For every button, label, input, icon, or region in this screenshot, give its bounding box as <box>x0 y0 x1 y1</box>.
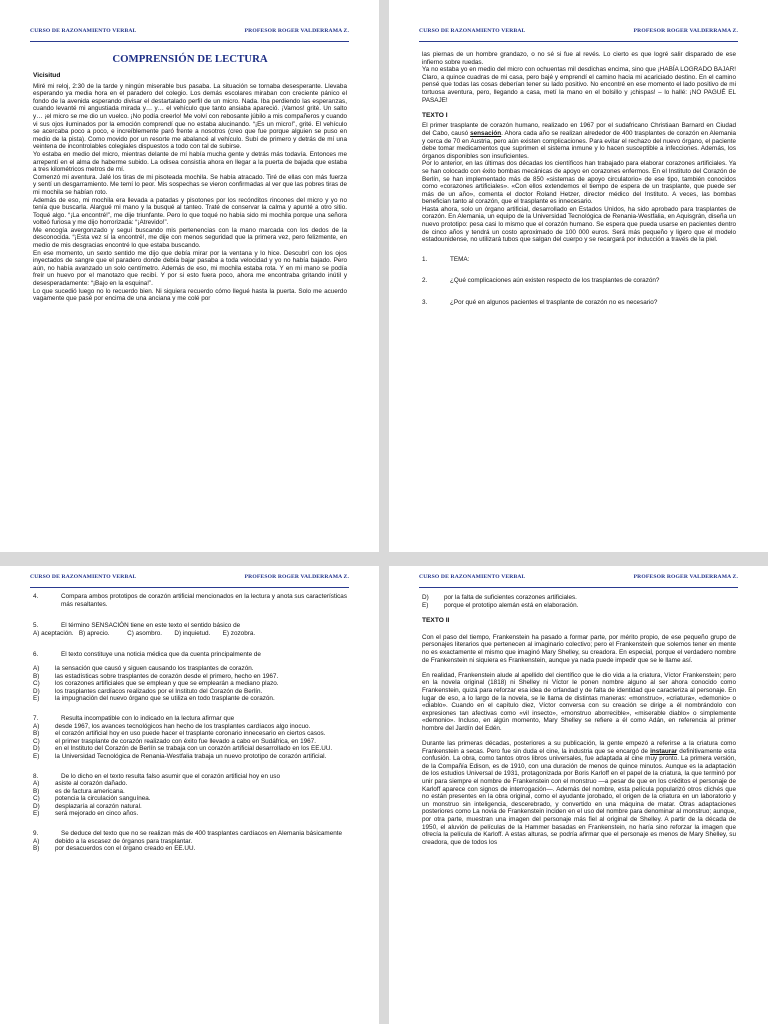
highlighted-term: instaurar <box>650 747 678 755</box>
option-text: los trasplantes cardíacos realizados por el Instituto del Corazón de Berlín. <box>55 687 263 695</box>
option-letter: C) <box>33 680 40 688</box>
highlighted-term: sensación <box>470 129 502 137</box>
question-text: El texto constituye una noticia médica que da cuenta principalmente de <box>61 651 261 659</box>
page-2 <box>389 0 768 552</box>
option-letter: D) <box>422 594 429 601</box>
question-text: Resulta incompatible con lo indicado en la lectura afirmar que <box>61 714 235 722</box>
question-text: Compara ambos prototipos de corazón artificial mencionados en la lectura y anota sus características más resaltantes. <box>61 593 347 608</box>
option-letter: B) <box>33 730 40 738</box>
answer-option[interactable] <box>33 780 347 788</box>
paragraph: Yo estaba en medio del micro, mientras delante de mí había mucha gente y detrás más todavía. Entonces me arrepentí en el alma de haberme subido. La odisea consistía ahora en llegar a la puerta de bajada que estaba a tres kilométricos metros de mí. <box>33 150 347 174</box>
header-teacher: PROFESOR ROGER VALDERRAMA Z. <box>244 574 349 580</box>
option-letter: B) <box>33 672 40 680</box>
option-letter: E) <box>422 601 429 609</box>
question-number: 8. <box>33 772 39 780</box>
answer-option[interactable] <box>33 673 347 681</box>
question <box>33 593 347 608</box>
option-letter: A) <box>33 664 40 672</box>
text-run: El primer trasplante de corazón humano, realizado en 1967 por el sudafricano Christiaan Barnard en Ciudad del Cabo, causó <box>422 122 736 137</box>
paragraph <box>422 740 736 846</box>
page-1 <box>0 0 379 552</box>
option-list <box>33 723 347 761</box>
option-letter: B) <box>33 845 40 853</box>
page-3-body <box>33 593 347 853</box>
option-list <box>33 665 347 703</box>
question <box>33 773 347 781</box>
option-text: la sensación que causó y siguen causando los trasplantes de corazón. <box>55 664 254 672</box>
question-number: 1. <box>422 255 428 263</box>
option-text: la Universidad Tecnológica de Renania-Westfalia trabaja un nuevo prototipo de corazón artificial. <box>55 752 327 760</box>
answer-option[interactable] <box>422 594 736 602</box>
option-text: en el Instituto del Corazón de Berlín se trabaja con un corazón artificial desarrollado en los EE.UU. <box>55 745 333 753</box>
header-course: CURSO DE RAZONAMIENTO VERBAL <box>30 28 137 34</box>
question <box>422 299 736 307</box>
paragraph: Ya no estaba yo en medio del micro con ochuentas mil desdichas encima, sino que ¡HABÍA LOGRADO BAJAR! Claro, a quince cuadras de mi casa, pero bajé y emprendí el camino hacia mi acariciado destino. En el camino pensé que todas las cosas deberían tener su lado positivo. No encontré en ese momento el lado positivo de mi tortuosa aventura, pero, llegando a casa, metí la mano en el bolsillo y ¡chispas! – lo hallé: ¡NO PAGUÉ EL PASAJE! <box>422 66 736 104</box>
paragraph: Hasta ahora, solo un órgano artificial, desarrollado en Estados Unidos, ha sido aprobado para trasplantes de corazón. En Alemania, un equipo de la Universidad Tecnológica de Renania-Westfalia, en Aquisgrán, diseña un nuevo prototipo: pesa casi lo mismo que el corazón humano. Se espera que pueda usarse en pacientes dentro de cinco años y tendrá un costo aproximado de 100 000 euros. Será más pequeño y ligero que el modelo estadounidense, no utilizará tubos que salgan del cuerpo y se recargará por inducción a través de la piel. <box>422 205 736 244</box>
option-letter: D) <box>33 802 40 810</box>
option-text: será mejorado en cinco años. <box>55 810 139 818</box>
option-text: debido a la escasez de órganos para trasplantar. <box>55 837 193 845</box>
option-text: es de factura americana. <box>55 787 125 795</box>
question-text: ¿Qué complicaciones aún existen respecto de los trasplantes de corazón? <box>450 277 660 285</box>
paragraph: Miré mi reloj, 2:30 de la tarde y ningún miserable bus pasaba. La situación se tornaba desesperante. Llevaba esperando ya media hora en el paradero del colegio. Los demás escolares miraban con creciente pánico el fondo de la avenida esperando divisar el destartalado perfil de un micro. Nada. Iba perdiendo las esperanzas, cuando levanté mi angustiada mirada y… y… el vehículo que tanto ansiaba apareció. ¡Vamos! grité. Un salto y… ¡el micro se me dio un vuelco. ¡No podía creerlo! Me volví con rebosante júbilo a mis compañeros y cuando vi sus ojos iluminados por la emoción comprendí que no estaba alucinando. “¡Es un micro!”, grité. El vehículo se acercaba poco a poco, e increíblemente paró frente a nosotros (creo que fue porque alguien se puso en medio de la pista). Como movido por un resorte me abalancé al vehículo. Subí de primero y detrás de mí una veintena de incontrolables colegiales dispuestos a todo con tal de subirse. <box>33 82 347 151</box>
answer-option[interactable] <box>33 845 347 853</box>
page-1-body <box>33 50 347 303</box>
option-list <box>422 594 736 609</box>
header-course: CURSO DE RAZONAMIENTO VERBAL <box>419 574 526 580</box>
option-letter: D) <box>33 687 40 695</box>
paragraph: Me encogía avergonzado y seguí buscando mis pertenencias con la mano marcada con los dedos de la desconocida. “¡Esta vez sí la encontré!, me dije con menos seguridad que la primera vez, pero felizmente, en medio de mis desgracias encontré lo que estaba buscando. <box>33 226 347 250</box>
option-text: el corazón artificial hoy en uso puede hacer el trasplante coronario innecesario en ciertos casos. <box>55 730 326 738</box>
question-number: 7. <box>33 714 39 722</box>
option-letter: A) <box>33 722 40 730</box>
paragraph: Además de eso, mi mochila era llevada a patadas y pisotones por los recónditos rincones del micro y yo no tenía que buscarla. Alargué mi mano y la busqué al tanteo. Traté de conservar la calma y apunté a otro sitio. Toqué algo. “¡La encontré!”, me dije triunfante. Pero lo que toqué no había sido mi mochila porque una señora volteó furiosa y me dijo horrorizada: “¡Atrevido!”. <box>33 196 347 227</box>
option-text: las estadísticas sobre trasplantes de corazón desde el primero, hecho en 1967. <box>55 672 279 680</box>
option-text: potencia la circulación sanguínea. <box>55 795 151 803</box>
question-number: 2. <box>422 277 428 285</box>
header-course: CURSO DE RAZONAMIENTO VERBAL <box>419 28 526 34</box>
page-4-body <box>422 594 736 846</box>
text-run: Durante las primeras décadas, posteriores a su publicación, la gente empezó a referirse a la criatura como Frankenstein a secas. Pero fue sin duda el cine, la industria que se encargó de <box>422 740 736 755</box>
question-number: 4. <box>33 593 39 600</box>
question-number: 5. <box>33 622 39 630</box>
question-number: 6. <box>33 651 39 659</box>
answer-option[interactable] <box>33 723 347 731</box>
option-letter: C) <box>33 795 40 803</box>
answer-option[interactable] <box>33 838 347 846</box>
answer-option[interactable] <box>33 803 347 811</box>
option-letter: A) <box>33 837 40 845</box>
paragraph <box>422 122 736 160</box>
question <box>33 830 347 838</box>
question-number: 9. <box>33 830 39 838</box>
option-letter: B) <box>33 787 40 795</box>
header-course: CURSO DE RAZONAMIENTO VERBAL <box>30 574 137 580</box>
option-text: desde 1967, los avances tecnológicos han hecho de los trasplantes cardíacos algo inocuo. <box>55 722 311 730</box>
page-3 <box>0 566 379 1024</box>
answer-option[interactable] <box>33 753 347 761</box>
paragraph: Comenzó mi aventura. Jalé los tiras de mi pisoteada mochila. Se había atracado. Tiré de ellas con más fuerza y sentí un desgarramiento. Me temí lo peor. Mis sospechas se vieron confirmadas al ver que las pobres tiras de mi mochila se habían roto. <box>33 173 347 196</box>
page-header <box>30 574 349 588</box>
text-run: definitivamente esta confusión. La obra, como tantos otros libros universales, fue adaptada al cine muy pronto. La primera versión, de la Compañía Edison, es de 1910, con una duración de menos de quince minutos. Aunque es la adaptación de los estudios Universal de 1931, protagonizada por Boris Karloff en el papel de la criatura, la que terminó por unir para siempre el nombre de Frankenstein con el monstruo —a pesar de que en los créditos el personaje de Karloff aparece con signos de interrogación—. Además del nombre, esta película popularizó otros clichés que no están presentes en la obra original, como el ayudante jorobado, el origen de la criatura en un laboratorio y un monstruo sin inteligencia, descerebrado, y convertido en una máquina de matar. Otras adaptaciones posteriores como La novia de Frankenstein inciden en el uso del nombre para denominar al monstruo; aunque, por otra parte, muestran una imagen del personaje más fiel al original de Shelley. A partir de la década de 1950, el aluvión de películas de la Hammer basadas en Frankenstein, no haría sino reforzar la imagen que ofrecía la película de Karloff. A estas alturas, se podría afirmar que el personaje es menos de Mary Shelley, su creadora, que de todos los <box>422 747 736 846</box>
option-letter: D) <box>33 745 40 753</box>
answer-option[interactable] <box>33 688 347 696</box>
option-text: por desacuerdos con el órgano creado en EE.UU. <box>55 845 196 853</box>
answer-options: A) aceptación. B) aprecio. C) asombro. D) inquietud. E) zozobra. <box>33 629 256 637</box>
option-text: el primer trasplante de corazón realizado con éxito fue llevado a cabo en Sudáfrica, en 1967. <box>55 737 316 745</box>
page-2-body <box>422 51 736 307</box>
answer-option[interactable] <box>33 745 347 753</box>
option-text: porque el prototipo alemán está en elaboración. <box>444 601 579 609</box>
option-list <box>33 780 347 818</box>
option-text: los corazones artificiales que se emplean y que se emplearán a mediano plazo. <box>55 680 279 688</box>
question-text: TEMA: <box>450 255 470 263</box>
page-header <box>30 28 349 42</box>
paragraph: Con el paso del tiempo, Frankenstein ha pasado a formar parte, por mérito propio, de ese pequeño grupo de personajes literarios que pertenecen al imaginario colectivo; pero el Frankenstein que solemos tener en mente no es exactamente el mismo que imaginó Mary Shelley, su creadora. En especial, porque el verdadero nombre de Frankenstein ni siquiera es Frankenstein, aunque ya nada puede impedir que se le llame así. <box>422 633 736 664</box>
question-number: 3. <box>422 299 428 307</box>
option-letter: E) <box>33 695 40 703</box>
answer-option[interactable] <box>33 695 347 703</box>
question <box>33 622 347 630</box>
answer-option[interactable] <box>33 730 347 738</box>
question-text: Se deduce del texto que no se realizan más de 400 trasplantes cardíacos en Alemania básicamente <box>61 830 343 838</box>
header-teacher: PROFESOR ROGER VALDERRAMA Z. <box>244 28 349 34</box>
story-title: Vicisitud <box>33 72 61 79</box>
option-letter: E) <box>33 752 40 760</box>
paragraph: las piernas de un hombre grandazo, o no sé si fue al revés. Lo cierto es que logré salir disparado de ese infierno sobre ruedas. <box>422 51 736 66</box>
document-title: COMPRENSIÓN DE LECTURA <box>112 53 268 65</box>
question-text: ¿Por qué en algunos pacientes el trasplante de corazón no es necesario? <box>450 299 658 307</box>
section-heading: TEXTO II <box>422 617 450 625</box>
question-text: De lo dicho en el texto resulta falso asumir que el corazón artificial hoy en uso <box>61 772 280 780</box>
answer-option[interactable] <box>422 602 736 610</box>
paragraph: En ese momento, un sexto sentido me dijo que debía mirar por la ventana y lo hice. Descubrí con los ojos inyectados de sangre que el paradero donde debía bajar pasaba a toda velocidad y yo no había bajado. Pero aún, no había avanzado un solo centímetro. Además de eso, mi mochila estaba rota. Y en mi mano se podía freír un huevo por el manotazo que recibí. Y por si esto fuera poco, ahora me encontraba gritando inútil y desesperadamente: “¡Bajo en la esquina!”. <box>33 249 347 288</box>
option-letter: E) <box>33 810 40 818</box>
option-text: asiste al corazón dañado. <box>55 780 128 788</box>
paragraph: En realidad, Frankenstein alude al apellido del científico que le dio vida a la criatura, Víctor Frankenstein; pero en la novela original (1818) ni Shelley ni Víctor le ponen nombre alguno al ser ahora conocido como Frankenstein, quizá para reforzar esa idea de orfandad y de falta de identidad que caracteriza al personaje. En lugar de eso, a lo largo de la novela, se le llama de distintas maneras: «monstruo», «criatura», «demonio» o «diablo». Cuando en el capítulo diez, Víctor conversa con su creación se dirige a él nombrándolo con expresiones tan afectivas como «vil insecto», «monstruo aborrecible», «miserable diablo» o simplemente «demonio». Incluso, en algún momento, Mary Shelley se refiere a él como Adán, en referencia al primer hombre del Jardín del Edén. <box>422 671 736 732</box>
paragraph: Lo que sucedió luego no lo recuerdo bien. Ni siquiera recuerdo cómo llegué hasta la puerta. Solo me acuerdo vagamente que pasé por encima de una anciana y me colé por <box>33 287 347 303</box>
option-text: desplazaría al corazón natural. <box>55 802 142 810</box>
question <box>422 277 736 285</box>
question <box>33 715 347 723</box>
option-list <box>33 838 347 853</box>
question-text: El término SENSACIÓN tiene en este texto el sentido básico de <box>61 622 241 630</box>
section-heading: TEXTO I <box>422 111 448 119</box>
option-letter: C) <box>33 737 40 745</box>
header-teacher: PROFESOR ROGER VALDERRAMA Z. <box>633 28 738 34</box>
text-run: . Ahora cada año se realizan alrededor de 400 trasplantes de corazón en Alemania y cerca de 70 en Austria, pero aún existen complicaciones. Para evitar el rechazo del nuevo órgano, el paciente debe tomar medicamentos que suprimen el sistema inmune y lo hacen susceptible a infecciones. Además, los órganos disponibles son insuficientes. <box>422 129 737 160</box>
option-text: por la falta de suficientes corazones artificiales. <box>444 594 577 601</box>
answer-option[interactable] <box>33 738 347 746</box>
answer-option[interactable] <box>33 810 347 818</box>
option-letter: A) <box>33 780 40 788</box>
answer-option[interactable] <box>33 680 347 688</box>
answer-option[interactable] <box>33 788 347 796</box>
answer-option[interactable] <box>33 665 347 673</box>
option-text: la impugnación del nuevo órgano que se utiliza en todo trasplante de corazón. <box>55 695 275 703</box>
page-header <box>419 574 738 588</box>
question <box>33 651 347 659</box>
question <box>422 256 736 264</box>
answer-option[interactable] <box>33 795 347 803</box>
page-header <box>419 28 738 42</box>
page-4 <box>389 566 768 1024</box>
paragraph: Por lo anterior, en las últimas dos décadas los científicos han trabajado para elaborar corazones artificiales. Ya se han colocado con éxito bombas mecánicas de apoyo en corazones enfermos. En el Instituto del Corazón de Berlín, se han implementado más de 850 «sistemas de apoyo circulatorio» de ese tipo, también conocidos como «corazones artificiales». «Con ellos extendemos el tiempo de espera de un trasplante, que puede ser más de un año», comenta el doctor Roland Hetzer, director médico del Instituto. A veces, las bombas benefician tanto al corazón, que el trasplante es innecesario. <box>422 160 736 206</box>
header-teacher: PROFESOR ROGER VALDERRAMA Z. <box>633 574 738 580</box>
